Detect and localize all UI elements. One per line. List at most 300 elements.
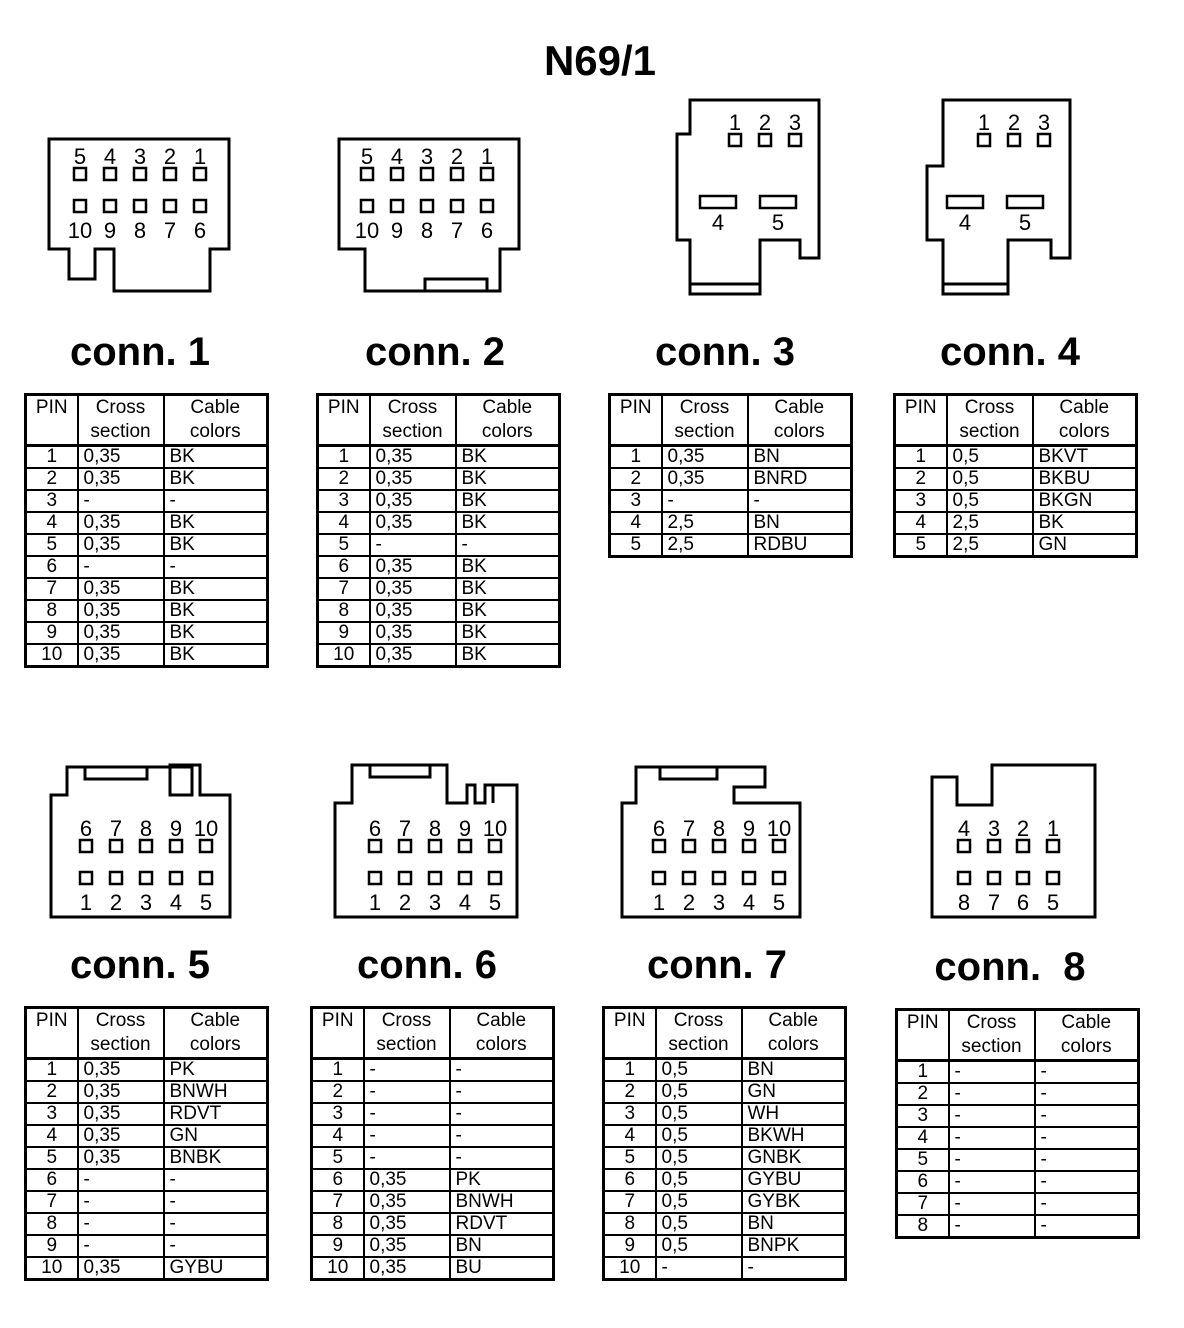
- pin-cell: 3: [318, 490, 370, 512]
- pin-cell: 5: [26, 1147, 78, 1169]
- cross-section-cell: 0,5: [656, 1169, 742, 1191]
- pin-cell: 4: [604, 1125, 656, 1147]
- cable-color-cell: PK: [450, 1169, 554, 1191]
- connector-5-pin-cavity: [110, 840, 122, 852]
- cable-color-cell: -: [1035, 1171, 1139, 1193]
- cross-section-cell: 0,35: [78, 512, 164, 534]
- table-row: [895, 534, 1137, 557]
- pin-cell: 4: [318, 512, 370, 534]
- cable-color-cell: -: [164, 1213, 268, 1235]
- connector-5-pin-number: 9: [169, 816, 183, 841]
- connector-4-pin-number: 4: [958, 210, 972, 235]
- connector-1-pin-number: 8: [133, 218, 147, 243]
- table-row: [26, 600, 268, 622]
- connector-6-pin-cavity: [489, 840, 501, 852]
- cross-section-cell: 0,35: [78, 1081, 164, 1103]
- table-row: [604, 1125, 846, 1147]
- table-row: [26, 490, 268, 512]
- table-row: [897, 1127, 1139, 1149]
- table-header-row: [895, 395, 1137, 446]
- pin-cell: 5: [604, 1147, 656, 1169]
- pin-cell: 6: [26, 1169, 78, 1191]
- cross-section-cell: 0,35: [370, 468, 456, 490]
- connector-6-pin-cavity: [399, 872, 411, 884]
- table-header-row: [26, 395, 268, 446]
- connector-7-pin-number: 8: [712, 816, 726, 841]
- connector-1-pin-number: 1: [193, 144, 207, 169]
- pin-cell: 2: [604, 1081, 656, 1103]
- pin-cell: 7: [26, 1191, 78, 1213]
- table-header-row: [610, 395, 852, 446]
- connector-6-drawing: [325, 755, 525, 925]
- connector-7-pin-table: [602, 1006, 847, 1281]
- connector-4-pin-cavity: [1007, 196, 1043, 208]
- cable-color-cell: BNWH: [450, 1191, 554, 1213]
- cross-section-cell: -: [78, 1169, 164, 1191]
- cross-section-cell: -: [949, 1127, 1035, 1149]
- cross-section-cell: -: [949, 1061, 1035, 1084]
- pin-cell: 8: [26, 1213, 78, 1235]
- cable-color-cell: BKWH: [742, 1125, 846, 1147]
- cross-section-cell: 0,35: [364, 1213, 450, 1235]
- cross-section-cell: 0,35: [364, 1235, 450, 1257]
- connector-3-pin-cavity: [700, 196, 736, 208]
- connector-1-pin-number: 3: [133, 144, 147, 169]
- connector-1-label: conn. 1: [69, 330, 211, 374]
- cross-section-cell: 0,35: [78, 1257, 164, 1280]
- cable-color-cell: BK: [456, 622, 560, 644]
- cable-color-cell: BN: [450, 1235, 554, 1257]
- pin-cell: 7: [26, 578, 78, 600]
- table-row: [312, 1191, 554, 1213]
- table-row: [26, 1125, 268, 1147]
- connector-3-pin-number: 4: [711, 210, 725, 235]
- cross-section-cell: -: [78, 1191, 164, 1213]
- connector-8-pin-number: 2: [1016, 816, 1030, 841]
- cross-section-cell: -: [656, 1257, 742, 1280]
- cable-color-cell: BN: [748, 512, 852, 534]
- cable-color-cell: RDVT: [164, 1103, 268, 1125]
- pin-header: PIN: [26, 395, 78, 446]
- connector-1-pin-number: 10: [67, 218, 93, 243]
- connector-7-pin-number: 5: [772, 890, 786, 915]
- cross-section-cell: -: [949, 1171, 1035, 1193]
- table-row: [318, 600, 560, 622]
- cross-section-cell: -: [364, 1081, 450, 1103]
- cable-color-cell: BK: [164, 578, 268, 600]
- connector-3-pin-cavity: [760, 196, 796, 208]
- connector-2-latch: [425, 279, 487, 291]
- pin-cell: 7: [604, 1191, 656, 1213]
- connector-7-label: conn. 7: [646, 943, 788, 987]
- cross-section-cell: 2,5: [662, 534, 748, 557]
- connector-1-pin-cavity: [74, 168, 86, 180]
- pin-cell: 2: [312, 1081, 364, 1103]
- pin-cell: 9: [26, 622, 78, 644]
- connector-2-pin-number: 10: [354, 218, 380, 243]
- cross-section-cell: 0,35: [78, 468, 164, 490]
- table-row: [312, 1169, 554, 1191]
- cable-color-cell: -: [450, 1059, 554, 1082]
- table-row: [318, 446, 560, 469]
- connector-7-pin-number: 4: [742, 890, 756, 915]
- table-row: [312, 1213, 554, 1235]
- table-row: [897, 1149, 1139, 1171]
- pin-cell: 1: [604, 1059, 656, 1082]
- connector-1-pin-number: 6: [193, 218, 207, 243]
- cable-color-cell: -: [164, 490, 268, 512]
- page-title: N69/1: [543, 37, 657, 84]
- cable-colors-header: Cable colors: [748, 395, 852, 446]
- connector-8-housing: [932, 765, 1095, 917]
- table-row: [610, 512, 852, 534]
- table-row: [318, 578, 560, 600]
- connector-5-pin-number: 1: [79, 890, 93, 915]
- cross-section-cell: 0,35: [370, 446, 456, 469]
- cross-section-cell: 0,35: [370, 556, 456, 578]
- pin-cell: 1: [26, 1059, 78, 1082]
- table-row: [610, 446, 852, 469]
- cable-color-cell: BK: [164, 644, 268, 667]
- connector-7-latch: [660, 767, 717, 779]
- connector-7-pin-cavity: [713, 872, 725, 884]
- connector-4-drawing: [915, 90, 1075, 300]
- table-row: [312, 1147, 554, 1169]
- connector-6-pin-number: 9: [458, 816, 472, 841]
- pin-cell: 6: [604, 1169, 656, 1191]
- cross-section-header: Cross section: [662, 395, 748, 446]
- cross-section-cell: -: [78, 1213, 164, 1235]
- cross-section-cell: -: [364, 1059, 450, 1082]
- cross-section-cell: 0,5: [656, 1213, 742, 1235]
- table-header-row: [897, 1010, 1139, 1061]
- cable-color-cell: GYBK: [742, 1191, 846, 1213]
- connector-7-pin-cavity: [773, 840, 785, 852]
- connector-2-pin-cavity: [481, 200, 493, 212]
- connector-6-pin-cavity: [399, 840, 411, 852]
- cable-colors-header: Cable colors: [450, 1008, 554, 1059]
- connector-3-pin-table: [608, 393, 853, 558]
- table-row: [26, 578, 268, 600]
- connector-6-pin-number: 2: [398, 890, 412, 915]
- pin-header: PIN: [26, 1008, 78, 1059]
- cross-section-cell: 0,35: [78, 578, 164, 600]
- pin-cell: 8: [897, 1215, 949, 1238]
- connector-5-pin-number: 3: [139, 890, 153, 915]
- connector-8-pin-cavity: [1017, 872, 1029, 884]
- pin-cell: 10: [604, 1257, 656, 1280]
- cross-section-cell: 0,35: [78, 1147, 164, 1169]
- connector-3-pin-cavity: [789, 134, 801, 146]
- cable-color-cell: -: [450, 1081, 554, 1103]
- table-row: [895, 512, 1137, 534]
- table-row: [26, 468, 268, 490]
- connector-1-pin-cavity: [104, 168, 116, 180]
- cross-section-cell: 0,35: [78, 600, 164, 622]
- cross-section-header: Cross section: [656, 1008, 742, 1059]
- connector-8-pin-number: 4: [957, 816, 971, 841]
- connector-4-label: conn. 4: [939, 330, 1081, 374]
- pin-cell: 3: [895, 490, 947, 512]
- connector-5-pin-cavity: [80, 872, 92, 884]
- cross-section-cell: -: [949, 1083, 1035, 1105]
- cross-section-cell: 0,35: [370, 490, 456, 512]
- pin-cell: 4: [26, 1125, 78, 1147]
- connector-1-pin-cavity: [164, 200, 176, 212]
- table-row: [26, 1103, 268, 1125]
- pin-cell: 5: [318, 534, 370, 556]
- table-row: [897, 1061, 1139, 1084]
- connector-2-pin-cavity: [481, 168, 493, 180]
- connector-8-pin-cavity: [958, 872, 970, 884]
- table-row: [604, 1103, 846, 1125]
- cable-color-cell: -: [164, 1235, 268, 1257]
- table-row: [897, 1171, 1139, 1193]
- cable-color-cell: -: [1035, 1215, 1139, 1238]
- cable-color-cell: BKBU: [1033, 468, 1137, 490]
- pin-cell: 3: [604, 1103, 656, 1125]
- cable-color-cell: RDVT: [450, 1213, 554, 1235]
- pin-cell: 8: [26, 600, 78, 622]
- table-row: [604, 1059, 846, 1082]
- pin-cell: 4: [897, 1127, 949, 1149]
- connector-8-pin-number: 3: [987, 816, 1001, 841]
- connector-1-pin-number: 2: [163, 144, 177, 169]
- connector-2-pin-number: 5: [360, 144, 374, 169]
- connector-2-pin-cavity: [361, 200, 373, 212]
- connector-5-pin-number: 6: [79, 816, 93, 841]
- cross-section-cell: 0,35: [364, 1257, 450, 1280]
- cross-section-cell: -: [370, 534, 456, 556]
- pin-header: PIN: [897, 1010, 949, 1061]
- pin-cell: 2: [895, 468, 947, 490]
- connector-5-pin-table: [24, 1006, 269, 1281]
- cross-section-header: Cross section: [949, 1010, 1035, 1061]
- pin-cell: 1: [318, 446, 370, 469]
- cable-color-cell: BNBK: [164, 1147, 268, 1169]
- cable-color-cell: BK: [456, 490, 560, 512]
- cable-color-cell: BK: [456, 512, 560, 534]
- table-row: [26, 1081, 268, 1103]
- connector-2-pin-number: 2: [450, 144, 464, 169]
- connector-3-pin-number: 2: [758, 110, 772, 135]
- cable-color-cell: BU: [450, 1257, 554, 1280]
- pin-cell: 3: [26, 490, 78, 512]
- cross-section-cell: -: [78, 556, 164, 578]
- pin-header: PIN: [610, 395, 662, 446]
- connector-5-pin-number: 7: [109, 816, 123, 841]
- pin-cell: 4: [610, 512, 662, 534]
- cross-section-cell: 0,35: [662, 468, 748, 490]
- cable-color-cell: PK: [164, 1059, 268, 1082]
- connector-6-pin-number: 8: [428, 816, 442, 841]
- connector-1-pin-cavity: [134, 168, 146, 180]
- cross-section-cell: 0,5: [656, 1191, 742, 1213]
- cable-color-cell: -: [1035, 1061, 1139, 1084]
- connector-6-pin-cavity: [369, 840, 381, 852]
- connector-8-drawing: [920, 755, 1120, 925]
- cross-section-cell: 0,35: [78, 622, 164, 644]
- cross-section-cell: 0,35: [78, 1125, 164, 1147]
- connector-4-pin-number: 1: [977, 110, 991, 135]
- connector-5-pin-cavity: [80, 840, 92, 852]
- connector-5-pin-number: 5: [199, 890, 213, 915]
- cable-color-cell: BK: [456, 446, 560, 469]
- table-row: [897, 1105, 1139, 1127]
- table-row: [318, 468, 560, 490]
- cross-section-cell: 0,35: [78, 1103, 164, 1125]
- pin-cell: 6: [312, 1169, 364, 1191]
- pin-header: PIN: [312, 1008, 364, 1059]
- pin-cell: 9: [318, 622, 370, 644]
- table-row: [312, 1081, 554, 1103]
- table-row: [26, 1147, 268, 1169]
- cross-section-cell: -: [364, 1147, 450, 1169]
- table-row: [312, 1257, 554, 1280]
- connector-5-pin-number: 2: [109, 890, 123, 915]
- cable-color-cell: BK: [164, 446, 268, 469]
- connector-1-pin-cavity: [194, 200, 206, 212]
- cable-colors-header: Cable colors: [1035, 1010, 1139, 1061]
- cable-color-cell: GYBU: [164, 1257, 268, 1280]
- connector-7-pin-cavity: [653, 840, 665, 852]
- cable-colors-header: Cable colors: [1033, 395, 1137, 446]
- pin-cell: 7: [318, 578, 370, 600]
- table-row: [604, 1169, 846, 1191]
- cross-section-cell: 0,5: [656, 1103, 742, 1125]
- connector-7-pin-cavity: [743, 872, 755, 884]
- connector-4-pin-cavity: [978, 134, 990, 146]
- cross-section-cell: 2,5: [662, 512, 748, 534]
- cable-color-cell: GN: [742, 1081, 846, 1103]
- connector-7-drawing: [612, 755, 812, 925]
- connector-8-pin-number: 8: [957, 890, 971, 915]
- connector-8-pin-cavity: [1047, 872, 1059, 884]
- table-row: [604, 1235, 846, 1257]
- connector-6-pin-number: 5: [488, 890, 502, 915]
- cross-section-cell: -: [949, 1105, 1035, 1127]
- pin-cell: 2: [897, 1083, 949, 1105]
- cross-section-cell: 0,5: [947, 490, 1033, 512]
- connector-2-pin-number: 3: [420, 144, 434, 169]
- connector-6-pin-cavity: [459, 872, 471, 884]
- connector-7-pin-number: 10: [766, 816, 792, 841]
- pin-cell: 3: [26, 1103, 78, 1125]
- cross-section-cell: 0,5: [656, 1059, 742, 1082]
- connector-8-pin-number: 6: [1016, 890, 1030, 915]
- cross-section-cell: 0,35: [78, 1059, 164, 1082]
- cable-color-cell: GN: [1033, 534, 1137, 557]
- cable-color-cell: -: [450, 1103, 554, 1125]
- connector-8-label: conn. 8: [934, 945, 1086, 989]
- cross-section-cell: -: [364, 1125, 450, 1147]
- cross-section-cell: 0,5: [656, 1147, 742, 1169]
- cable-color-cell: WH: [742, 1103, 846, 1125]
- cross-section-cell: 0,35: [370, 644, 456, 667]
- pin-cell: 10: [26, 1257, 78, 1280]
- connector-2-label: conn. 2: [364, 330, 506, 374]
- cable-color-cell: BK: [456, 468, 560, 490]
- connector-7-pin-number: 3: [712, 890, 726, 915]
- cable-color-cell: -: [164, 1191, 268, 1213]
- connector-5-latch: [85, 767, 147, 779]
- pin-cell: 3: [610, 490, 662, 512]
- pin-header: PIN: [318, 395, 370, 446]
- cable-color-cell: BN: [742, 1059, 846, 1082]
- cable-color-cell: BK: [164, 534, 268, 556]
- connector-2-pin-number: 6: [480, 218, 494, 243]
- connector-1-pin-number: 9: [103, 218, 117, 243]
- cross-section-header: Cross section: [78, 1008, 164, 1059]
- cable-color-cell: GN: [164, 1125, 268, 1147]
- connector-8-pin-cavity: [1017, 840, 1029, 852]
- connector-6-pin-cavity: [369, 872, 381, 884]
- connector-8-pin-number: 1: [1046, 816, 1060, 841]
- table-row: [26, 1169, 268, 1191]
- connector-3-pin-number: 1: [728, 110, 742, 135]
- connector-2-pin-number: 7: [450, 218, 464, 243]
- pin-cell: 5: [895, 534, 947, 557]
- connector-7-pin-cavity: [653, 872, 665, 884]
- connector-3-pin-number: 3: [788, 110, 802, 135]
- table-row: [604, 1081, 846, 1103]
- table-row: [312, 1059, 554, 1082]
- connector-1-pin-number: 7: [163, 218, 177, 243]
- connector-6-pin-number: 3: [428, 890, 442, 915]
- connector-1-pin-cavity: [194, 168, 206, 180]
- connector-8-pin-number: 5: [1046, 890, 1060, 915]
- pin-cell: 1: [610, 446, 662, 469]
- pin-cell: 4: [312, 1125, 364, 1147]
- connector-2-pin-number: 8: [420, 218, 434, 243]
- connector-1-pin-cavity: [74, 200, 86, 212]
- cable-color-cell: -: [450, 1147, 554, 1169]
- connector-2-pin-table: [316, 393, 561, 668]
- connector-6-pin-cavity: [459, 840, 471, 852]
- connector-4-pin-number: 2: [1007, 110, 1021, 135]
- cross-section-cell: 0,5: [656, 1081, 742, 1103]
- connector-7-pin-cavity: [773, 872, 785, 884]
- cross-section-header: Cross section: [364, 1008, 450, 1059]
- pin-cell: 6: [318, 556, 370, 578]
- cable-colors-header: Cable colors: [164, 1008, 268, 1059]
- connector-6-pin-number: 7: [398, 816, 412, 841]
- connector-2-pin-number: 9: [390, 218, 404, 243]
- cross-section-cell: -: [364, 1103, 450, 1125]
- table-row: [610, 468, 852, 490]
- cable-color-cell: BKGN: [1033, 490, 1137, 512]
- cable-color-cell: BK: [456, 556, 560, 578]
- cable-color-cell: -: [1035, 1083, 1139, 1105]
- table-row: [312, 1125, 554, 1147]
- cross-section-cell: -: [78, 1235, 164, 1257]
- cable-color-cell: BKVT: [1033, 446, 1137, 469]
- cable-colors-header: Cable colors: [164, 395, 268, 446]
- pin-cell: 10: [26, 644, 78, 667]
- connector-6-pin-cavity: [489, 872, 501, 884]
- cable-color-cell: BK: [164, 622, 268, 644]
- pin-cell: 8: [312, 1213, 364, 1235]
- cable-color-cell: BK: [164, 512, 268, 534]
- pin-header: PIN: [895, 395, 947, 446]
- connector-6-pin-number: 6: [368, 816, 382, 841]
- pin-cell: 2: [26, 1081, 78, 1103]
- table-row: [318, 490, 560, 512]
- pin-cell: 2: [318, 468, 370, 490]
- connector-3-pin-number: 5: [771, 210, 785, 235]
- connector-5-label: conn. 5: [69, 943, 211, 987]
- pin-cell: 6: [897, 1171, 949, 1193]
